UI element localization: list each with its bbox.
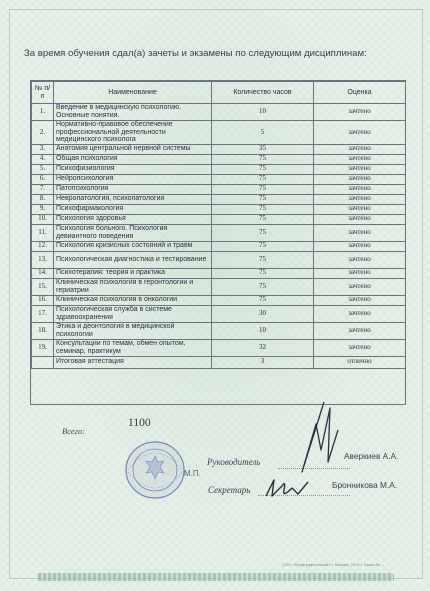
row-hours: 75 xyxy=(212,214,314,224)
row-hours: 75 xyxy=(212,164,314,174)
row-discipline: Психология кризисных состояний и травм xyxy=(54,241,212,251)
row-hours: 75 xyxy=(212,174,314,184)
table-row xyxy=(32,339,406,356)
row-num: 18. xyxy=(32,322,54,339)
row-discipline: Психологическая диагностика и тестирование xyxy=(54,251,212,268)
total-hours-value: 1100 xyxy=(128,417,151,429)
row-discipline: Анатомия центральной нервной системы xyxy=(54,144,212,154)
row-num: 17. xyxy=(32,305,54,322)
table-row xyxy=(32,356,406,368)
table-row xyxy=(32,104,406,121)
row-discipline: Этика и деонтология в медицинской психологии xyxy=(54,322,212,339)
row-num: 12. xyxy=(32,241,54,251)
head-signature xyxy=(288,400,344,476)
row-num: 11. xyxy=(32,224,54,241)
row-hours: 35 xyxy=(212,144,314,154)
row-grade: зачтено xyxy=(314,295,406,305)
row-num: 5. xyxy=(32,164,54,174)
row-num: 7. xyxy=(32,184,54,194)
row-grade: зачтено xyxy=(314,154,406,164)
total-label: Всего: xyxy=(62,426,86,436)
table-body xyxy=(32,104,406,369)
row-hours: 75 xyxy=(212,154,314,164)
table-row xyxy=(32,268,406,278)
row-grade: зачтено xyxy=(314,322,406,339)
row-hours: 10 xyxy=(212,322,314,339)
table-row xyxy=(32,295,406,305)
row-grade: зачтено xyxy=(314,268,406,278)
row-hours: 75 xyxy=(212,241,314,251)
row-num: 15. xyxy=(32,278,54,295)
table-row xyxy=(32,144,406,154)
header-num: № п/п xyxy=(32,82,54,104)
row-hours: 75 xyxy=(212,268,314,278)
table-row xyxy=(32,204,406,214)
row-hours: 75 xyxy=(212,204,314,214)
row-hours: 10 xyxy=(212,104,314,121)
disciplines-table xyxy=(31,81,406,369)
row-discipline: Психология здоровья xyxy=(54,214,212,224)
row-grade: зачтено xyxy=(314,194,406,204)
table-row xyxy=(32,322,406,339)
row-discipline: Патопсихология xyxy=(54,184,212,194)
row-grade: зачтено xyxy=(314,214,406,224)
row-discipline: Клиническая психология в геронтологии и гериатрии xyxy=(54,278,212,295)
table-row xyxy=(32,154,406,164)
table-header-row xyxy=(32,82,406,104)
row-grade: зачтено xyxy=(314,104,406,121)
row-hours: 75 xyxy=(212,251,314,268)
row-grade: зачтено xyxy=(314,184,406,194)
head-role: Руководитель xyxy=(207,457,261,467)
secretary-role: Секретарь xyxy=(208,485,251,495)
table-row xyxy=(32,194,406,204)
disciplines-heading: За время обучения сдал(а) зачеты и экзамены по следующим дисциплинам: xyxy=(24,48,367,59)
row-num: 2. xyxy=(32,121,54,145)
row-hours: 75 xyxy=(212,184,314,194)
header-hours: Количество часов xyxy=(212,82,314,104)
row-grade: зачтено xyxy=(314,224,406,241)
header-grade: Оценка xyxy=(314,82,406,104)
row-grade: зачтено xyxy=(314,174,406,184)
header-name: Наименование xyxy=(54,82,212,104)
row-discipline: Итоговая аттестация xyxy=(54,356,212,368)
row-discipline: Психология больного. Психология девиантного поведения xyxy=(54,224,212,241)
row-num: 14. xyxy=(32,268,54,278)
row-num: 9. xyxy=(32,204,54,214)
row-discipline: Общая психология xyxy=(54,154,212,164)
head-name: Аверкиев А.А. xyxy=(344,451,399,461)
table-row xyxy=(32,278,406,295)
row-grade: зачтено xyxy=(314,305,406,322)
row-hours: 75 xyxy=(212,194,314,204)
row-grade: зачтено xyxy=(314,278,406,295)
secretary-name: Бронникова М.А. xyxy=(332,480,398,490)
row-num xyxy=(32,356,54,368)
row-hours: 30 xyxy=(212,305,314,322)
row-grade: зачтено xyxy=(314,144,406,154)
table-row xyxy=(32,214,406,224)
row-discipline: Психотерапия: теория и практика xyxy=(54,268,212,278)
row-hours: 32 xyxy=(212,339,314,356)
table-row xyxy=(32,174,406,184)
row-hours: 75 xyxy=(212,295,314,305)
row-discipline: Нейропсихология xyxy=(54,174,212,184)
row-discipline: Нормативно-правовое обеспечение профессиональной деятельности медицинского психолога xyxy=(54,121,212,145)
table-row xyxy=(32,164,406,174)
row-grade: отлично xyxy=(314,356,406,368)
row-discipline: Клиническая психология в онкологии xyxy=(54,295,212,305)
row-num: 6. xyxy=(32,174,54,184)
row-grade: зачтено xyxy=(314,204,406,214)
row-num: 8. xyxy=(32,194,54,204)
row-num: 19. xyxy=(32,339,54,356)
row-num: 1. xyxy=(32,104,54,121)
row-grade: зачтено xyxy=(314,121,406,145)
table-row xyxy=(32,241,406,251)
secretary-signature xyxy=(262,476,312,502)
printer-imprint: ООО «Полиграфический» г. Москва, 2013 г. Заказ № ... xyxy=(282,562,385,567)
row-grade: зачтено xyxy=(314,241,406,251)
table-row xyxy=(32,121,406,145)
row-discipline: Психофармакология xyxy=(54,204,212,214)
row-num: 4. xyxy=(32,154,54,164)
row-num: 10. xyxy=(32,214,54,224)
row-num: 13. xyxy=(32,251,54,268)
table-row xyxy=(32,251,406,268)
row-num: 16. xyxy=(32,295,54,305)
row-hours: 5 xyxy=(212,121,314,145)
row-discipline: Консультации по темам, обмен опытом, семинар, практикум xyxy=(54,339,212,356)
seal-mp-text: М.П. xyxy=(184,469,201,478)
row-discipline: Невропатология, психопатология xyxy=(54,194,212,204)
row-hours: 3 xyxy=(212,356,314,368)
footer-ornament-band xyxy=(38,573,394,581)
row-hours: 75 xyxy=(212,224,314,241)
row-discipline: Психофизиология xyxy=(54,164,212,174)
row-discipline: Введение в медицинскую психологию. Основные понятия. xyxy=(54,104,212,121)
table-row xyxy=(32,305,406,322)
official-seal xyxy=(122,440,212,500)
disciplines-table-box xyxy=(30,80,406,405)
row-grade: зачтено xyxy=(314,164,406,174)
table-row xyxy=(32,184,406,194)
row-discipline: Психологическая служба в системе здравоохранения xyxy=(54,305,212,322)
row-hours: 75 xyxy=(212,278,314,295)
row-grade: зачтено xyxy=(314,251,406,268)
row-grade: зачтено xyxy=(314,339,406,356)
row-num: 3. xyxy=(32,144,54,154)
table-row xyxy=(32,224,406,241)
